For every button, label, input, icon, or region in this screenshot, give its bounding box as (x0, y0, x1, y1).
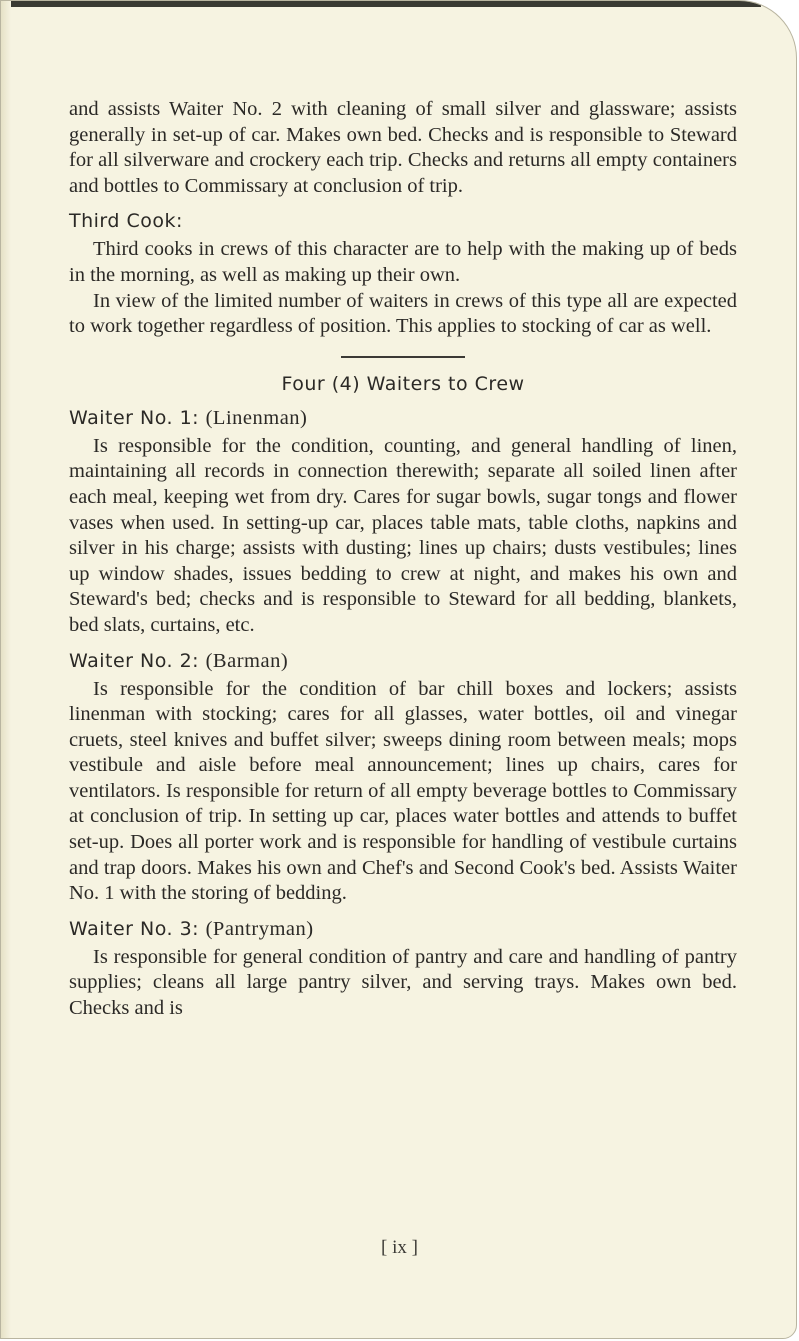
waiter-1-role: (Linenman) (205, 406, 308, 429)
page-content (69, 97, 737, 1022)
section-title: Four (4) Waiters to Crew (281, 372, 525, 395)
waiter-3-role: (Pantryman) (205, 917, 314, 940)
waiter-1-duties: Is responsible for the condition, counting, and general handling of linen, maintaining all records in connection therewith; separate all soiled linen after each meal, keeping wet from dry. Cares for sugar bowls, sugar tongs and flower vases when used. In setting-up car, places table mats, table cloths, napkins and silver in his charge; assists with dusting; lines up chairs; dusts vestibules; lines up window shades, issues bedding to crew at night, and makes his own and Steward's bed; checks and is responsible to Steward for all bedding, blankets, bed slats, curtains, etc. (69, 434, 737, 636)
waiter-3-duties: Is responsible for general condition of pantry and care and handling of pantry supplies; cleans all large pantry silver, and serving trays. Makes own bed. Checks and is (69, 945, 737, 1020)
third-cook-paragraph-2: In view of the limited number of waiters in crews of this type all are expected to work together regardless of position. This applies to stocking of car as well. (69, 289, 737, 338)
continuation-paragraph: and assists Waiter No. 2 with cleaning of small silver and glassware; assists generally in set-up of car. Makes own bed. Checks and is responsible to Steward for all silverware and crockery each trip. Checks and returns all empty containers and bottles to Commissary at conclusion of trip. (69, 98, 737, 197)
top-edge-line (1, 1, 761, 7)
waiter-2-label: Waiter No. 2: (69, 649, 200, 672)
section-divider (341, 356, 465, 358)
waiter-1-heading (69, 406, 737, 430)
waiter-2-duties: Is responsible for the condition of bar chill boxes and lockers; assists linenman with stocking; cares for all glasses, water bottles, oil and vinegar cruets, steel knives and buffet silver; sweeps dining room between meals; mops vestibule and aisle before meal announcement; lines up chairs, cares for ventilators. Is responsible for return of all empty beverage bottles to Commissary at conclusion of trip. In setting up car, places water bottles and attends to buffet set-up. Does all porter work and is responsible for handling of vestibule curtains and trap doors. Makes his own and Chef's and Second Cook's bed. Assists Waiter No. 1 with the storing of bedding. (69, 677, 737, 905)
waiter-3-heading (69, 917, 737, 941)
waiter-1-label: Waiter No. 1: (69, 406, 200, 429)
waiter-2-role: (Barman) (205, 649, 289, 672)
waiter-3-label: Waiter No. 3: (69, 917, 200, 940)
third-cook-paragraph-1: Third cooks in crews of this character are to help with the making up of beds in the morning, as well as making up their own. (69, 238, 737, 286)
third-cook-heading: Third Cook: (69, 210, 183, 233)
waiter-2-heading (69, 649, 737, 673)
page-number: [ ix ] (381, 1237, 418, 1258)
page-binding-shadow (1, 1, 11, 1338)
